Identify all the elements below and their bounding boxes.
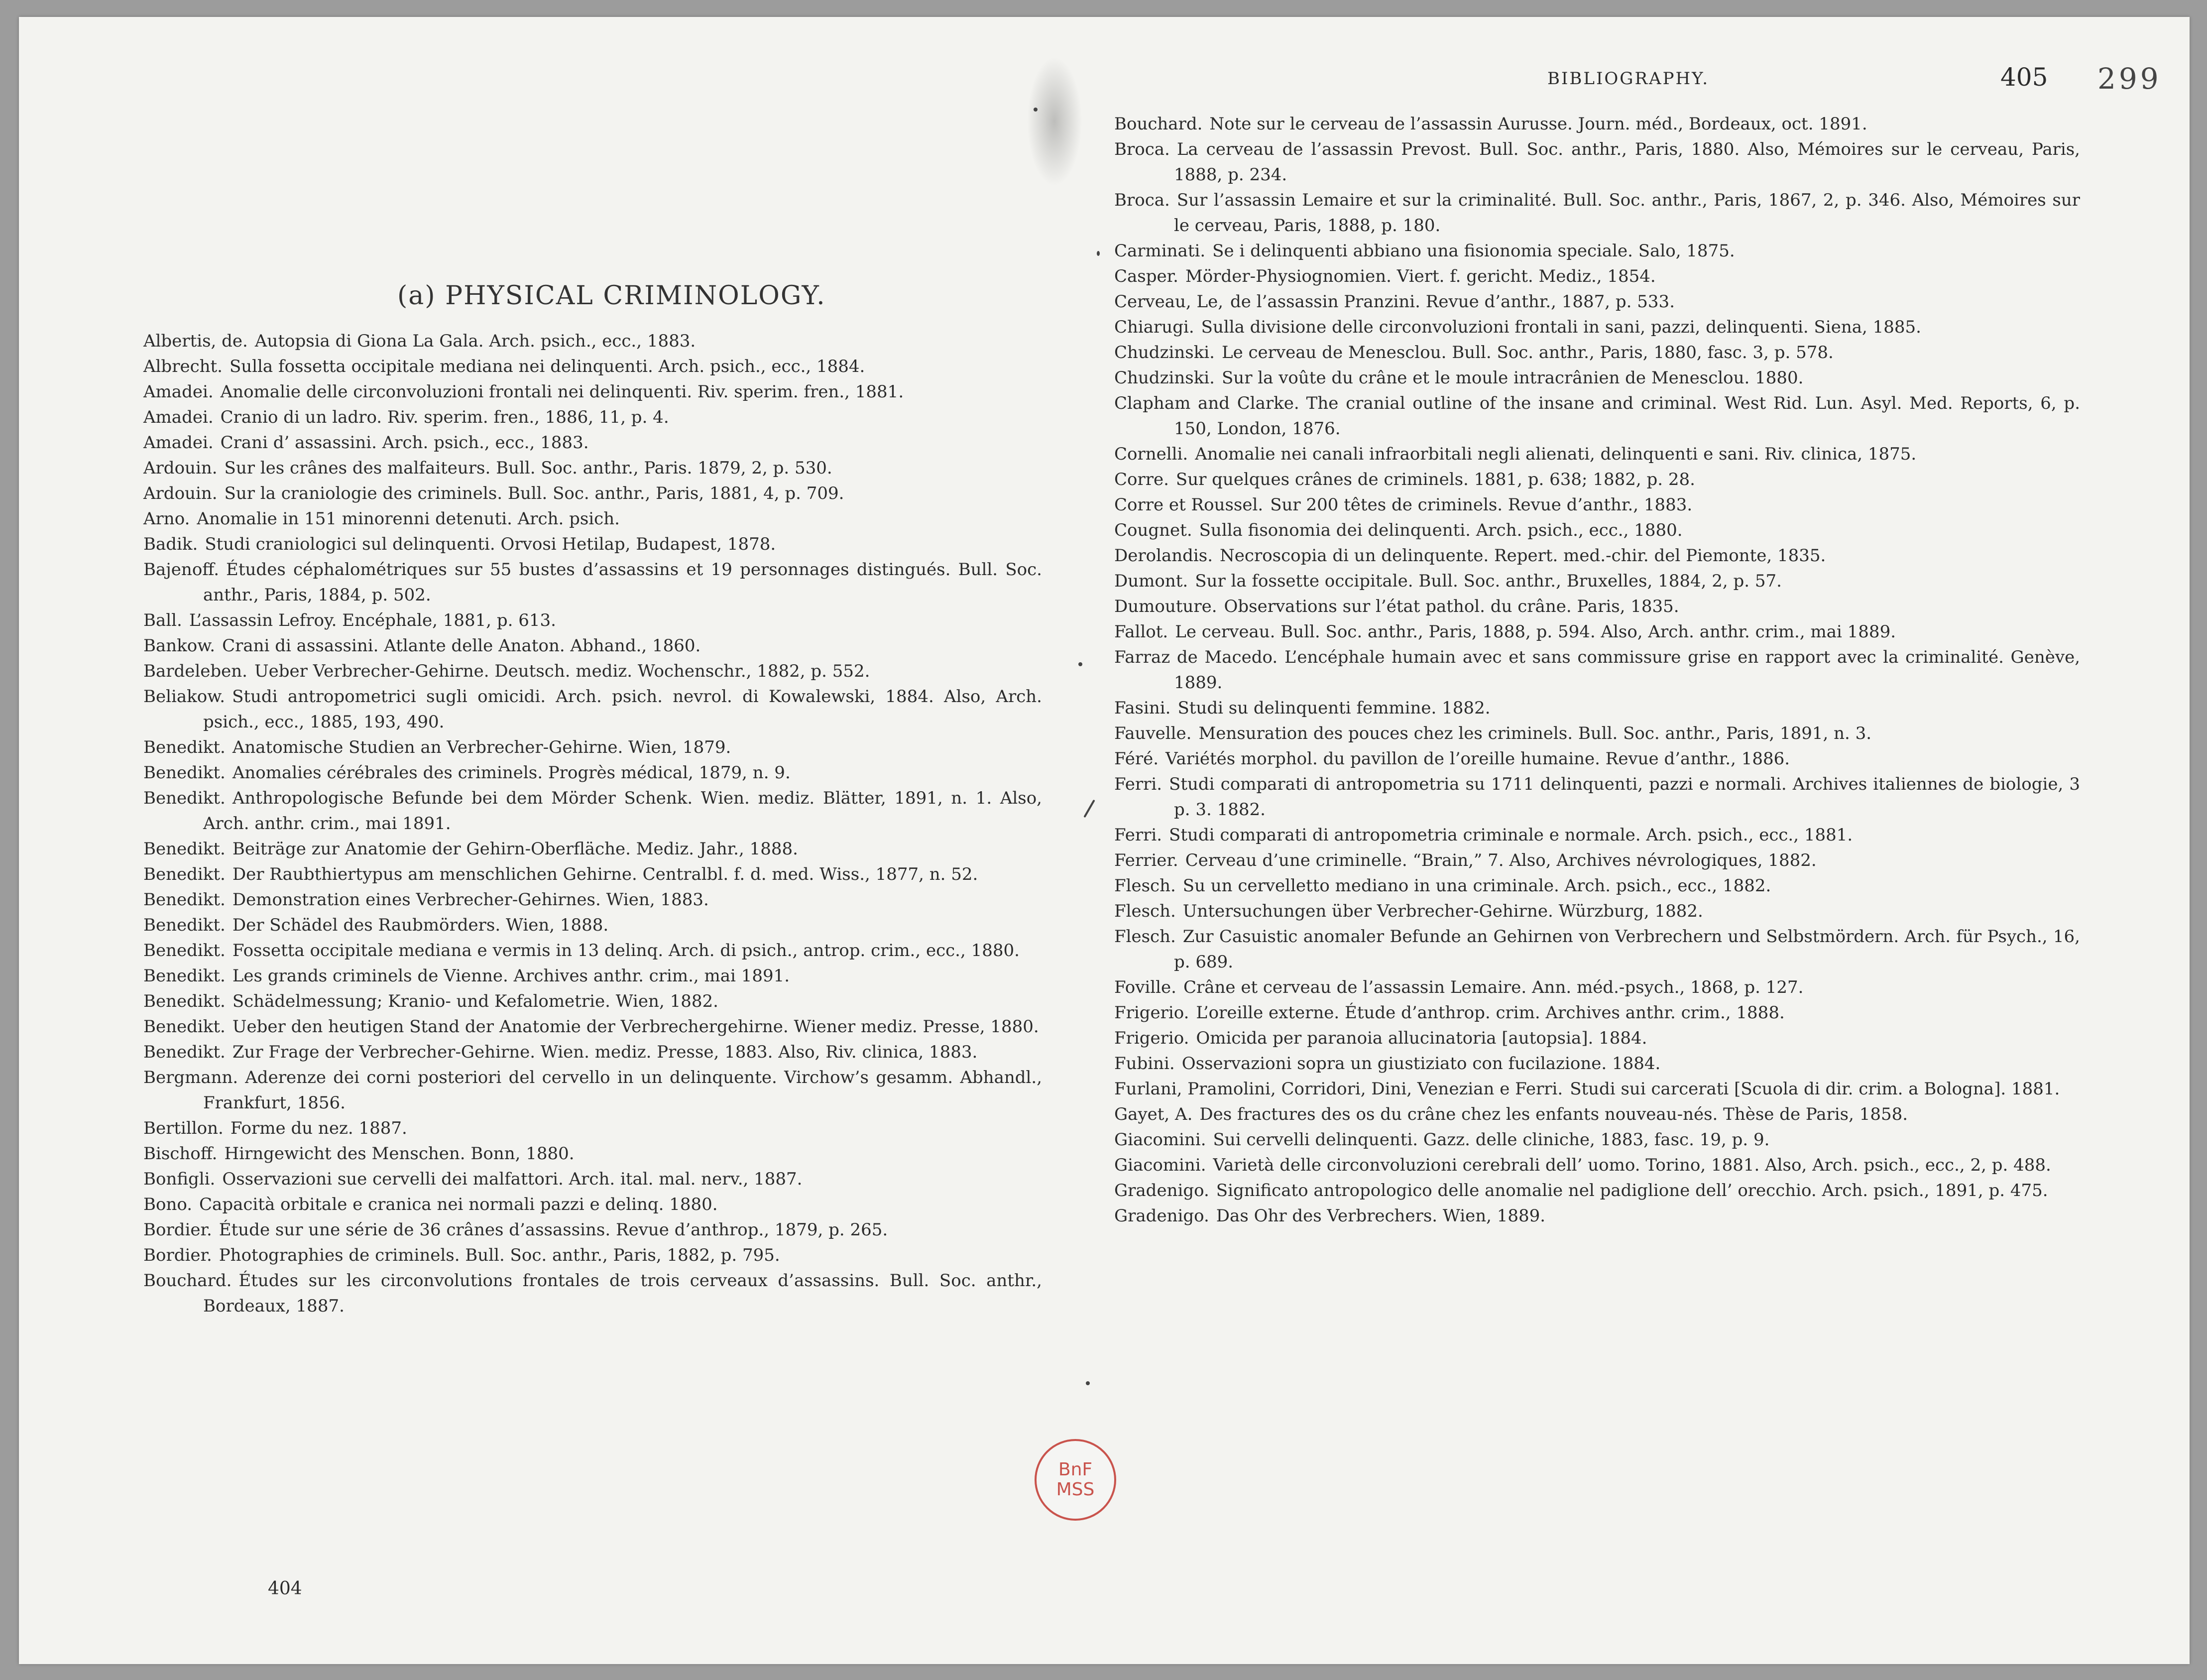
entry-text: Anthropologische Befunde bei dem Mörder Schenk. Wien. mediz. Blätter, 1891, n. 1. Also, Arch. anthr. crim., mai 1891. xyxy=(203,788,1042,834)
right-bibliography-list xyxy=(1114,112,2080,1229)
entry-author: Amadei. xyxy=(143,433,214,453)
entry-text: Aderenze dei corni posteriori del cervello in un delinquente. Virchow’s gesamm. Abhandl., Frankfurt, 1856. xyxy=(203,1068,1042,1113)
bibliography-entry xyxy=(143,329,1042,354)
entry-author: Benedikt. xyxy=(143,864,226,884)
entry-author: Badik. xyxy=(143,534,198,554)
bibliography-entry xyxy=(143,786,1042,837)
bibliography-entry xyxy=(1114,721,2080,746)
entry-text: Anomalie delle circonvoluzioni frontali nei delinquenti. Riv. sperim. fren., 1881. xyxy=(220,382,904,402)
bibliography-entry xyxy=(143,913,1042,938)
bibliography-entry xyxy=(143,481,1042,506)
bibliography-entry xyxy=(1114,1102,2080,1127)
entry-author: Bordier. xyxy=(143,1220,212,1240)
bibliography-entry xyxy=(143,1040,1042,1065)
scan-speck xyxy=(1078,662,1082,666)
bibliography-entry xyxy=(1114,924,2080,975)
scan-speck xyxy=(1083,800,1095,818)
entry-text: Omicida per paranoia allucinatoria [autopsia]. 1884. xyxy=(1196,1028,1647,1048)
bibliography-entry xyxy=(1114,569,2080,594)
bibliography-entry xyxy=(1114,1178,2080,1203)
entry-author: Albertis, de. xyxy=(143,331,248,351)
entry-author: Farraz de Macedo. xyxy=(1114,647,1278,667)
entry-author: Arno. xyxy=(143,509,190,529)
entry-author: Chiarugi. xyxy=(1114,317,1194,337)
bibliography-entry xyxy=(1114,873,2080,899)
entry-text: Le cerveau de Menesclou. Bull. Soc. anthr., Paris, 1880, fasc. 3, p. 578. xyxy=(1222,343,1834,362)
entry-author: Giacomini. xyxy=(1114,1155,1206,1175)
bibliography-entry xyxy=(143,1268,1042,1319)
bibliography-entry xyxy=(143,633,1042,659)
bibliography-entry xyxy=(143,557,1042,608)
entry-author: Bouchard. xyxy=(143,1271,232,1291)
right-page-number: 405 xyxy=(2000,63,2048,92)
bibliography-entry xyxy=(1114,619,2080,645)
entry-author: Clapham and Clarke. xyxy=(1114,393,1299,413)
entry-text: Schädelmessung; Kranio- und Kefalometrie. Wien, 1882. xyxy=(232,991,718,1011)
entry-text: Observations sur l’état pathol. du crâne. Paris, 1835. xyxy=(1224,597,1679,616)
entry-text: The cranial outline of the insane and criminal. West Rid. Lun. Asyl. Med. Reports, 6, p. 150, London, 1876. xyxy=(1174,393,2080,439)
entry-text: Études céphalométriques sur 55 bustes d’assassins et 19 personnages distingués. Bull. Soc. anthr., Paris, 1884, p. 502. xyxy=(203,560,1042,605)
bibliography-entry xyxy=(1114,1127,2080,1153)
entry-text: Anomalie in 151 minorenni detenuti. Arch. psich. xyxy=(197,509,620,529)
entry-author: Ardouin. xyxy=(143,458,218,478)
entry-text: Des fractures des os du crâne chez les enfants nouveau-nés. Thèse de Paris, 1858. xyxy=(1199,1104,1908,1124)
section-heading: (a) PHYSICAL CRIMINOLOGY. xyxy=(397,281,826,311)
bibliography-entry xyxy=(143,684,1042,735)
entry-author: Bardeleben. xyxy=(143,661,247,681)
archive-folio-number: 299 xyxy=(2097,62,2162,96)
scan-speck xyxy=(1034,108,1038,112)
bibliography-entry xyxy=(1114,264,2080,289)
bibliography-entry xyxy=(1114,188,2080,239)
bibliography-entry xyxy=(1114,391,2080,442)
bibliography-entry xyxy=(1114,1026,2080,1051)
bibliography-entry xyxy=(143,506,1042,532)
entry-author: Bono. xyxy=(143,1195,193,1214)
entry-text: Su un cervelletto mediano in una criminale. Arch. psich., ecc., 1882. xyxy=(1182,876,1771,896)
entry-text: Anatomische Studien an Verbrecher-Gehirne. Wien, 1879. xyxy=(232,737,731,757)
bibliography-entry xyxy=(1114,594,2080,619)
entry-text: Sulla divisione delle circonvoluzioni frontali in sani, pazzi, delinquenti. Siena, 1885. xyxy=(1201,317,1921,337)
entry-author: Carminati. xyxy=(1114,241,1206,261)
entry-author: Derolandis. xyxy=(1114,546,1213,566)
entry-text: Hirngewicht des Menschen. Bonn, 1880. xyxy=(224,1144,575,1164)
entry-author: Chudzinski. xyxy=(1114,368,1215,388)
entry-text: Sur 200 têtes de criminels. Revue d’anthr., 1883. xyxy=(1270,495,1693,515)
entry-author: Furlani, Pramolini, Corridori, Dini, Venezian e Ferri. xyxy=(1114,1079,1563,1099)
entry-text: Anomalie nei canali infraorbitali negli alienati, delinquenti e sani. Riv. clinica, 1875. xyxy=(1195,444,1917,464)
bibliography-entry xyxy=(1114,1203,2080,1229)
entry-author: Corre. xyxy=(1114,470,1169,489)
entry-author: Gayet, A. xyxy=(1114,1104,1193,1124)
entry-text: Studi sui carcerati [Scuola di dir. crim. a Bologna]. 1881. xyxy=(1570,1079,2060,1099)
entry-text: Fossetta occipitale mediana e vermis in 13 delinq. Arch. di psich., antrop. crim., ecc., 1880. xyxy=(232,941,1020,960)
entry-author: Fauvelle. xyxy=(1114,723,1192,743)
entry-author: Broca. xyxy=(1114,190,1170,210)
entry-text: Sulla fisonomia dei delinquenti. Arch. psich., ecc., 1880. xyxy=(1199,520,1683,540)
entry-author: Bertillon. xyxy=(143,1118,224,1138)
bibliography-entry xyxy=(143,532,1042,557)
bibliography-entry xyxy=(1114,289,2080,315)
entry-author: Cornelli. xyxy=(1114,444,1188,464)
entry-text: Sur l’assassin Lemaire et sur la criminalité. Bull. Soc. anthr., Paris, 1867, 2, p. 346. Also, Mémoires sur le cerveau, Paris, 1888, p. 180. xyxy=(1174,190,2080,236)
entry-text: Beiträge zur Anatomie der Gehirn-Oberfläche. Mediz. Jahr., 1888. xyxy=(232,839,798,859)
entry-author: Benedikt. xyxy=(143,991,226,1011)
entry-text: Sur les crânes des malfaiteurs. Bull. Soc. anthr., Paris. 1879, 2, p. 530. xyxy=(224,458,832,478)
entry-text: Der Raubthiertypus am menschlichen Gehirne. Centralbl. f. d. med. Wiss., 1877, n. 52. xyxy=(232,864,978,884)
entry-author: Chudzinski. xyxy=(1114,343,1215,362)
entry-author: Ferrier. xyxy=(1114,850,1178,870)
entry-text: Osservazioni sopra un giustiziato con fucilazione. 1884. xyxy=(1181,1054,1661,1074)
bibliography-entry xyxy=(143,659,1042,684)
entry-text: L’encéphale humain avec et sans commissure grise en rapport avec la criminalité. Genève, 1889. xyxy=(1174,647,2080,693)
entry-text: de l’assassin Pranzini. Revue d’anthr., 1887, p. 533. xyxy=(1230,292,1675,312)
entry-author: Benedikt. xyxy=(143,966,226,986)
entry-text: Forme du nez. 1887. xyxy=(230,1118,407,1138)
entry-author: Benedikt. xyxy=(143,890,226,910)
stamp-line-2: MSS xyxy=(1056,1479,1095,1500)
bibliography-entry xyxy=(1114,492,2080,518)
entry-text: Crâne et cerveau de l’assassin Lemaire. Ann. méd.-psych., 1868, p. 127. xyxy=(1183,977,1804,997)
entry-text: L’oreille externe. Étude d’anthrop. crim. Archives anthr. crim., 1888. xyxy=(1196,1003,1785,1023)
entry-author: Casper. xyxy=(1114,266,1178,286)
bibliography-entry xyxy=(143,1192,1042,1217)
bibliography-entry xyxy=(143,887,1042,913)
entry-author: Bankow. xyxy=(143,636,216,656)
scan-speck xyxy=(1086,1381,1090,1385)
entry-text: Crani d’ assassini. Arch. psich., ecc., 1883. xyxy=(220,433,589,453)
entry-text: Crani di assassini. Atlante delle Anaton. Abhand., 1860. xyxy=(222,636,701,656)
bibliography-entry xyxy=(143,1217,1042,1243)
entry-author: Fasini. xyxy=(1114,698,1171,718)
bibliography-entry xyxy=(143,862,1042,887)
entry-author: Flesch. xyxy=(1114,901,1176,921)
entry-text: Varietà delle circonvoluzioni cerebrali dell’ uomo. Torino, 1881. Also, Arch. psich., ecc., 2, p. 488. xyxy=(1213,1155,2051,1175)
left-bibliography-list xyxy=(143,329,1042,1319)
entry-text: Studi craniologici sul delinquenti. Orvosi Hetilap, Budapest, 1878. xyxy=(205,534,776,554)
bibliography-entry xyxy=(1114,239,2080,264)
entry-author: Bouchard. xyxy=(1114,114,1203,134)
entry-text: Le cerveau. Bull. Soc. anthr., Paris, 1888, p. 594. Also, Arch. anthr. crim., mai 1889. xyxy=(1175,622,1896,642)
entry-text: Sulla fossetta occipitale mediana nei delinquenti. Arch. psich., ecc., 1884. xyxy=(229,357,865,376)
entry-author: Dumont. xyxy=(1114,571,1188,591)
entry-author: Amadei. xyxy=(143,407,214,427)
entry-author: Fubini. xyxy=(1114,1054,1175,1074)
scanned-sheet xyxy=(19,17,2190,1664)
bibliography-entry xyxy=(143,430,1042,456)
bibliography-entry xyxy=(1114,467,2080,492)
entry-author: Féré. xyxy=(1114,749,1159,769)
entry-text: L’assassin Lefroy. Encéphale, 1881, p. 613. xyxy=(189,610,556,630)
bibliography-entry xyxy=(1114,543,2080,569)
bibliography-entry xyxy=(143,1243,1042,1268)
entry-text: Sur la craniologie des criminels. Bull. Soc. anthr., Paris, 1881, 4, p. 709. xyxy=(224,483,844,503)
entry-author: Cerveau, Le, xyxy=(1114,292,1224,312)
entry-text: Cerveau d’une criminelle. “Brain,” 7. Also, Archives névrologiques, 1882. xyxy=(1185,850,1817,870)
bibliography-entry xyxy=(1114,518,2080,543)
entry-text: Der Schädel des Raubmörders. Wien, 1888. xyxy=(232,915,609,935)
entry-author: Flesch. xyxy=(1114,927,1176,947)
stamp-line-1: BnF xyxy=(1058,1459,1093,1480)
entry-text: Demonstration eines Verbrecher-Gehirnes. Wien, 1883. xyxy=(232,890,709,910)
entry-text: Studi comparati di antropometria criminale e normale. Arch. psich., ecc., 1881. xyxy=(1169,825,1853,845)
bibliography-entry xyxy=(1114,1153,2080,1178)
entry-author: Corre et Roussel. xyxy=(1114,495,1264,515)
bibliography-entry xyxy=(143,1065,1042,1116)
entry-text: Cranio di un ladro. Riv. sperim. fren., 1886, 11, p. 4. xyxy=(220,407,669,427)
entry-author: Ardouin. xyxy=(143,483,218,503)
bibliography-entry xyxy=(143,760,1042,786)
bibliography-entry xyxy=(143,608,1042,633)
entry-text: Mörder-Physiognomien. Viert. f. gericht. Mediz., 1854. xyxy=(1185,266,1656,286)
entry-text: Mensuration des pouces chez les criminels. Bull. Soc. anthr., Paris, 1891, n. 3. xyxy=(1198,723,1872,743)
entry-text: Note sur le cerveau de l’assassin Aurusse. Journ. méd., Bordeaux, oct. 1891. xyxy=(1209,114,1867,134)
entry-author: Albrecht. xyxy=(143,357,223,376)
entry-author: Bischoff. xyxy=(143,1144,218,1164)
bibliography-entry xyxy=(1114,1077,2080,1102)
entry-author: Foville. xyxy=(1114,977,1176,997)
entry-text: Variétés morphol. du pavillon de l’oreille humaine. Revue d’anthr., 1886. xyxy=(1165,749,1790,769)
entry-text: Ueber den heutigen Stand der Anatomie der Verbrechergehirne. Wiener mediz. Presse, 1880. xyxy=(232,1017,1039,1037)
entry-text: Significato antropologico delle anomalie nel padiglione dell’ orecchio. Arch. psich., 1891, p. 475. xyxy=(1216,1181,2048,1200)
bibliography-entry xyxy=(1114,442,2080,467)
entry-author: Bajenoff. xyxy=(143,560,220,580)
entry-text: Das Ohr des Verbrechers. Wien, 1889. xyxy=(1216,1206,1546,1226)
entry-text: Necroscopia di un delinquente. Repert. med.-chir. del Piemonte, 1835. xyxy=(1220,546,1826,566)
right-page xyxy=(1114,17,2190,1664)
bibliography-entry xyxy=(143,837,1042,862)
bibliography-entry xyxy=(1114,645,2080,696)
entry-author: Dumouture. xyxy=(1114,597,1217,616)
entry-author: Flesch. xyxy=(1114,876,1176,896)
bibliography-entry xyxy=(143,1014,1042,1040)
bibliography-entry xyxy=(1114,899,2080,924)
entry-author: Gradenigo. xyxy=(1114,1206,1209,1226)
entry-author: Beliakow. xyxy=(143,687,226,707)
bibliography-entry xyxy=(1114,823,2080,848)
entry-text: Studi antropometrici sugli omicidi. Arch. psich. nevrol. di Kowalewski, 1884. Also, Arch. psich., ecc., 1885, 193, 490. xyxy=(203,687,1042,732)
bibliography-entry xyxy=(1114,315,2080,340)
entry-author: Benedikt. xyxy=(143,839,226,859)
entry-text: Zur Frage der Verbrecher-Gehirne. Wien. mediz. Presse, 1883. Also, Riv. clinica, 1883. xyxy=(232,1042,978,1062)
bibliography-entry xyxy=(143,354,1042,379)
entry-author: Benedikt. xyxy=(143,737,226,757)
entry-text: Autopsia di Giona La Gala. Arch. psich., ecc., 1883. xyxy=(254,331,696,351)
entry-text: Sui cervelli delinquenti. Gazz. delle cliniche, 1883, fasc. 19, p. 9. xyxy=(1213,1130,1770,1150)
bibliography-entry xyxy=(143,456,1042,481)
entry-author: Benedikt. xyxy=(143,915,226,935)
entry-text: Anomalies cérébrales des criminels. Progrès médical, 1879, n. 9. xyxy=(232,763,791,783)
entry-author: Benedikt. xyxy=(143,941,226,960)
entry-text: Studi su delinquenti femmine. 1882. xyxy=(1177,698,1491,718)
entry-author: Benedikt. xyxy=(143,1017,226,1037)
left-page xyxy=(19,17,1084,1664)
entry-author: Frigerio. xyxy=(1114,1003,1189,1023)
entry-text: La cerveau de l’assassin Prevost. Bull. Soc. anthr., Paris, 1880. Also, Mémoires sur le cerveau, Paris, 1888, p. 234. xyxy=(1174,139,2080,185)
bibliography-entry xyxy=(1114,137,2080,188)
bibliography-entry xyxy=(1114,746,2080,772)
bibliography-entry xyxy=(1114,340,2080,365)
entry-text: Étude sur une série de 36 crânes d’assassins. Revue d’anthrop., 1879, p. 265. xyxy=(219,1220,888,1240)
bibliography-entry xyxy=(143,1167,1042,1192)
bibliography-entry xyxy=(1114,365,2080,391)
bibliography-entry xyxy=(143,735,1042,760)
entry-text: Sur la fossette occipitale. Bull. Soc. anthr., Bruxelles, 1884, 2, p. 57. xyxy=(1195,571,1782,591)
bibliography-entry xyxy=(1114,1000,2080,1026)
entry-text: Se i delinquenti abbiano una fisionomia speciale. Salo, 1875. xyxy=(1212,241,1735,261)
entry-text: Ueber Verbrecher-Gehirne. Deutsch. mediz. Wochenschr., 1882, p. 552. xyxy=(254,661,870,681)
entry-author: Gradenigo. xyxy=(1114,1181,1209,1200)
bibliography-entry xyxy=(1114,112,2080,137)
entry-author: Cougnet. xyxy=(1114,520,1192,540)
bibliography-entry xyxy=(143,379,1042,405)
entry-author: Bergmann. xyxy=(143,1068,238,1087)
library-stamp xyxy=(1035,1439,1116,1521)
bibliography-entry xyxy=(1114,975,2080,1000)
bibliography-entry xyxy=(143,989,1042,1014)
entry-author: Fallot. xyxy=(1114,622,1168,642)
entry-text: Sur la voûte du crâne et le moule intracrânien de Menesclou. 1880. xyxy=(1222,368,1804,388)
entry-author: Benedikt. xyxy=(143,763,226,783)
bibliography-entry xyxy=(143,405,1042,430)
bibliography-entry xyxy=(1114,1051,2080,1077)
entry-text: Les grands criminels de Vienne. Archives anthr. crim., mai 1891. xyxy=(232,966,790,986)
left-page-number: 404 xyxy=(268,1578,302,1599)
entry-author: Broca. xyxy=(1114,139,1170,159)
entry-text: Osservazioni sue cervelli dei malfattori. Arch. ital. mal. nerv., 1887. xyxy=(222,1169,803,1189)
bibliography-entry xyxy=(1114,848,2080,873)
entry-author: Bordier. xyxy=(143,1245,212,1265)
entry-text: Zur Casuistic anomaler Befunde an Gehirnen von Verbrechern und Selbstmördern. Arch. für Psych., 16, p. 689. xyxy=(1174,927,2080,972)
entry-author: Ferri. xyxy=(1114,825,1162,845)
entry-author: Ball. xyxy=(143,610,182,630)
bibliography-entry xyxy=(143,1141,1042,1167)
entry-author: Giacomini. xyxy=(1114,1130,1206,1150)
bibliography-entry xyxy=(143,963,1042,989)
entry-author: Benedikt. xyxy=(143,1042,226,1062)
entry-text: Photographies de criminels. Bull. Soc. anthr., Paris, 1882, p. 795. xyxy=(219,1245,780,1265)
bibliography-entry xyxy=(1114,772,2080,823)
bibliography-entry xyxy=(143,1116,1042,1141)
entry-text: Untersuchungen über Verbrecher-Gehirne. Würzburg, 1882. xyxy=(1182,901,1703,921)
entry-author: Bonfigli. xyxy=(143,1169,216,1189)
scan-speck xyxy=(1097,251,1100,256)
entry-text: Études sur les circonvolutions frontales de trois cerveaux d’assassins. Bull. Soc. anthr., Bordeaux, 1887. xyxy=(203,1271,1042,1316)
entry-text: Capacità orbitale e cranica nei normali pazzi e delinq. 1880. xyxy=(199,1195,718,1214)
bibliography-entry xyxy=(1114,696,2080,721)
entry-author: Frigerio. xyxy=(1114,1028,1189,1048)
entry-text: Studi comparati di antropometria su 1711 delinquenti, pazzi e normali. Archives italiennes de biologie, 3 p. 3. 1882. xyxy=(1169,774,2080,820)
entry-author: Benedikt. xyxy=(143,788,226,808)
entry-author: Amadei. xyxy=(143,382,214,402)
bibliography-entry xyxy=(143,938,1042,963)
entry-author: Ferri. xyxy=(1114,774,1162,794)
entry-text: Sur quelques crânes de criminels. 1881, p. 638; 1882, p. 28. xyxy=(1175,470,1695,489)
running-head: BIBLIOGRAPHY. xyxy=(1547,69,1709,89)
